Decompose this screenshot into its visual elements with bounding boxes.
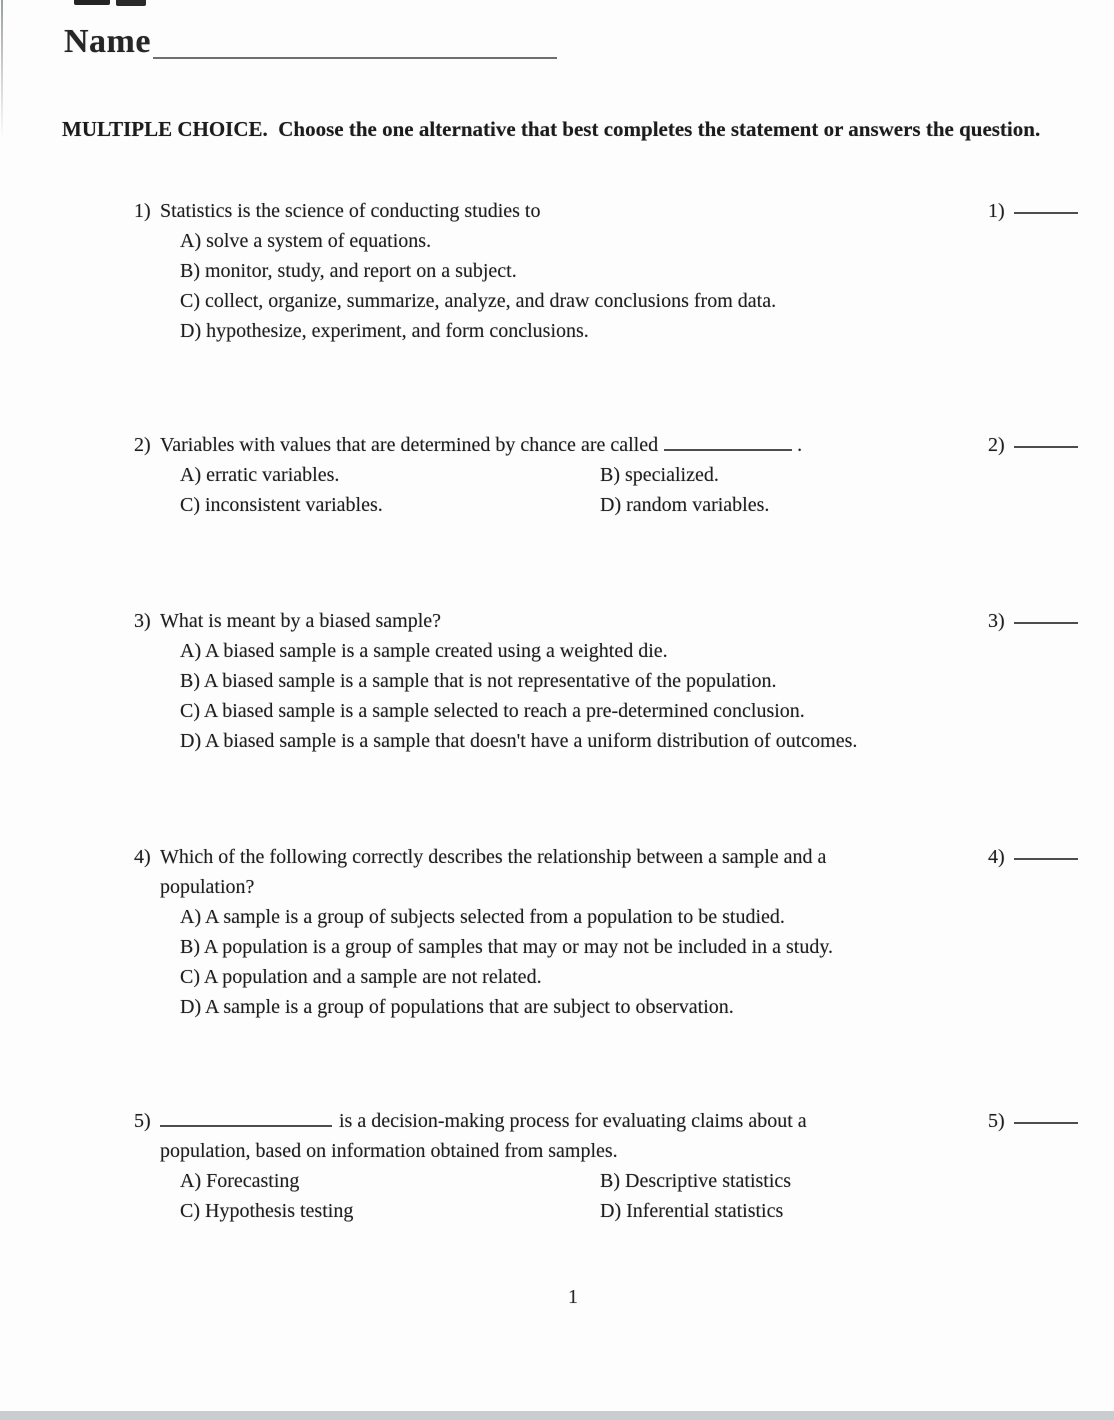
- option-b: B) monitor, study, and report on a subject.: [180, 260, 517, 282]
- options-list: [180, 226, 970, 346]
- fill-in-blank-line: [664, 430, 792, 451]
- question-2: [0, 430, 1114, 520]
- question-4: [0, 842, 1114, 1022]
- answer-number: 2): [988, 434, 1005, 456]
- question-text: What is meant by a biased sample?: [160, 610, 442, 632]
- answer-number: 5): [988, 1110, 1005, 1132]
- option-c: C) collect, organize, summarize, analyze, and draw conclusions from data.: [180, 290, 777, 312]
- fill-in-blank-line: [160, 1106, 332, 1127]
- option-b: B) Descriptive statistics: [600, 1170, 792, 1192]
- page-number: 1: [568, 1286, 578, 1308]
- option-b: B) specialized.: [600, 464, 719, 486]
- answer-blank-line: [1014, 622, 1078, 624]
- answer-slot-1: [988, 196, 1078, 226]
- answer-slot-2: [988, 430, 1078, 460]
- option-c: C) inconsistent variables.: [180, 494, 383, 516]
- option-b: B) A population is a group of samples that may or may not be included in a study.: [180, 936, 834, 958]
- option-d: D) A biased sample is a sample that doesn't have a uniform distribution of outcomes.: [180, 730, 858, 752]
- option-a: A) erratic variables.: [180, 464, 340, 486]
- option-c: C) A biased sample is a sample selected to reach a pre-determined conclusion.: [180, 700, 805, 722]
- top-edge-scan-mark: [116, 0, 146, 6]
- answer-number: 3): [988, 610, 1005, 632]
- option-d: D) random variables.: [600, 494, 770, 516]
- option-a: A) solve a system of equations.: [180, 230, 432, 252]
- answer-blank-line: [1014, 212, 1078, 214]
- question-1: [0, 196, 1114, 346]
- option-d: D) hypothesize, experiment, and form conclusions.: [180, 320, 589, 342]
- question-number: 5): [134, 1110, 151, 1132]
- question-text: is a decision-making process for evaluating claims about a population, based on information obtained from samples.: [160, 1106, 870, 1166]
- options-list: [180, 636, 970, 756]
- option-a: A) A biased sample is a sample created using a weighted die.: [180, 640, 668, 662]
- answer-number: 4): [988, 846, 1005, 868]
- answer-number: 1): [988, 200, 1005, 222]
- options-list: [180, 1166, 970, 1226]
- question-number: 2): [134, 434, 151, 456]
- option-c: C) Hypothesis testing: [180, 1200, 354, 1222]
- options-list: [180, 902, 970, 1022]
- question-number: 3): [134, 610, 151, 632]
- option-a: A) Forecasting: [180, 1170, 300, 1192]
- question-5: [0, 1106, 1114, 1226]
- answer-slot-3: [988, 606, 1078, 636]
- name-blank-line: [153, 57, 557, 59]
- question-number: 4): [134, 846, 151, 868]
- option-c: C) A population and a sample are not related.: [180, 966, 542, 988]
- option-b: B) A biased sample is a sample that is not representative of the population.: [180, 670, 777, 692]
- option-d: D) A sample is a group of populations that are subject to observation.: [180, 996, 734, 1018]
- option-d: D) Inferential statistics: [600, 1200, 784, 1222]
- options-list: [180, 460, 970, 520]
- top-edge-scan-mark: [74, 0, 110, 5]
- answer-slot-4: [988, 842, 1078, 872]
- option-a: A) A sample is a group of subjects selected from a population to be studied.: [180, 906, 785, 928]
- question-number: 1): [134, 200, 151, 222]
- answer-blank-line: [1014, 1122, 1078, 1124]
- multiple-choice-instructions: MULTIPLE CHOICE. Choose the one alternative that best completes the statement or answers the question.: [62, 117, 1041, 141]
- answer-blank-line: [1014, 858, 1078, 860]
- answer-blank-line: [1014, 446, 1078, 448]
- name-header: [64, 22, 557, 62]
- question-text: Variables with values that are determined by chance are called .: [160, 430, 802, 460]
- question-text: Which of the following correctly describes the relationship between a sample and a population?: [160, 846, 827, 898]
- left-edge-scan-line: [1, 0, 3, 140]
- answer-slot-5: [988, 1106, 1078, 1136]
- bottom-edge-scan-bar: [0, 1411, 1114, 1420]
- question-text: Statistics is the science of conducting studies to: [160, 200, 541, 222]
- name-label: Name: [64, 23, 151, 60]
- question-3: [0, 606, 1114, 756]
